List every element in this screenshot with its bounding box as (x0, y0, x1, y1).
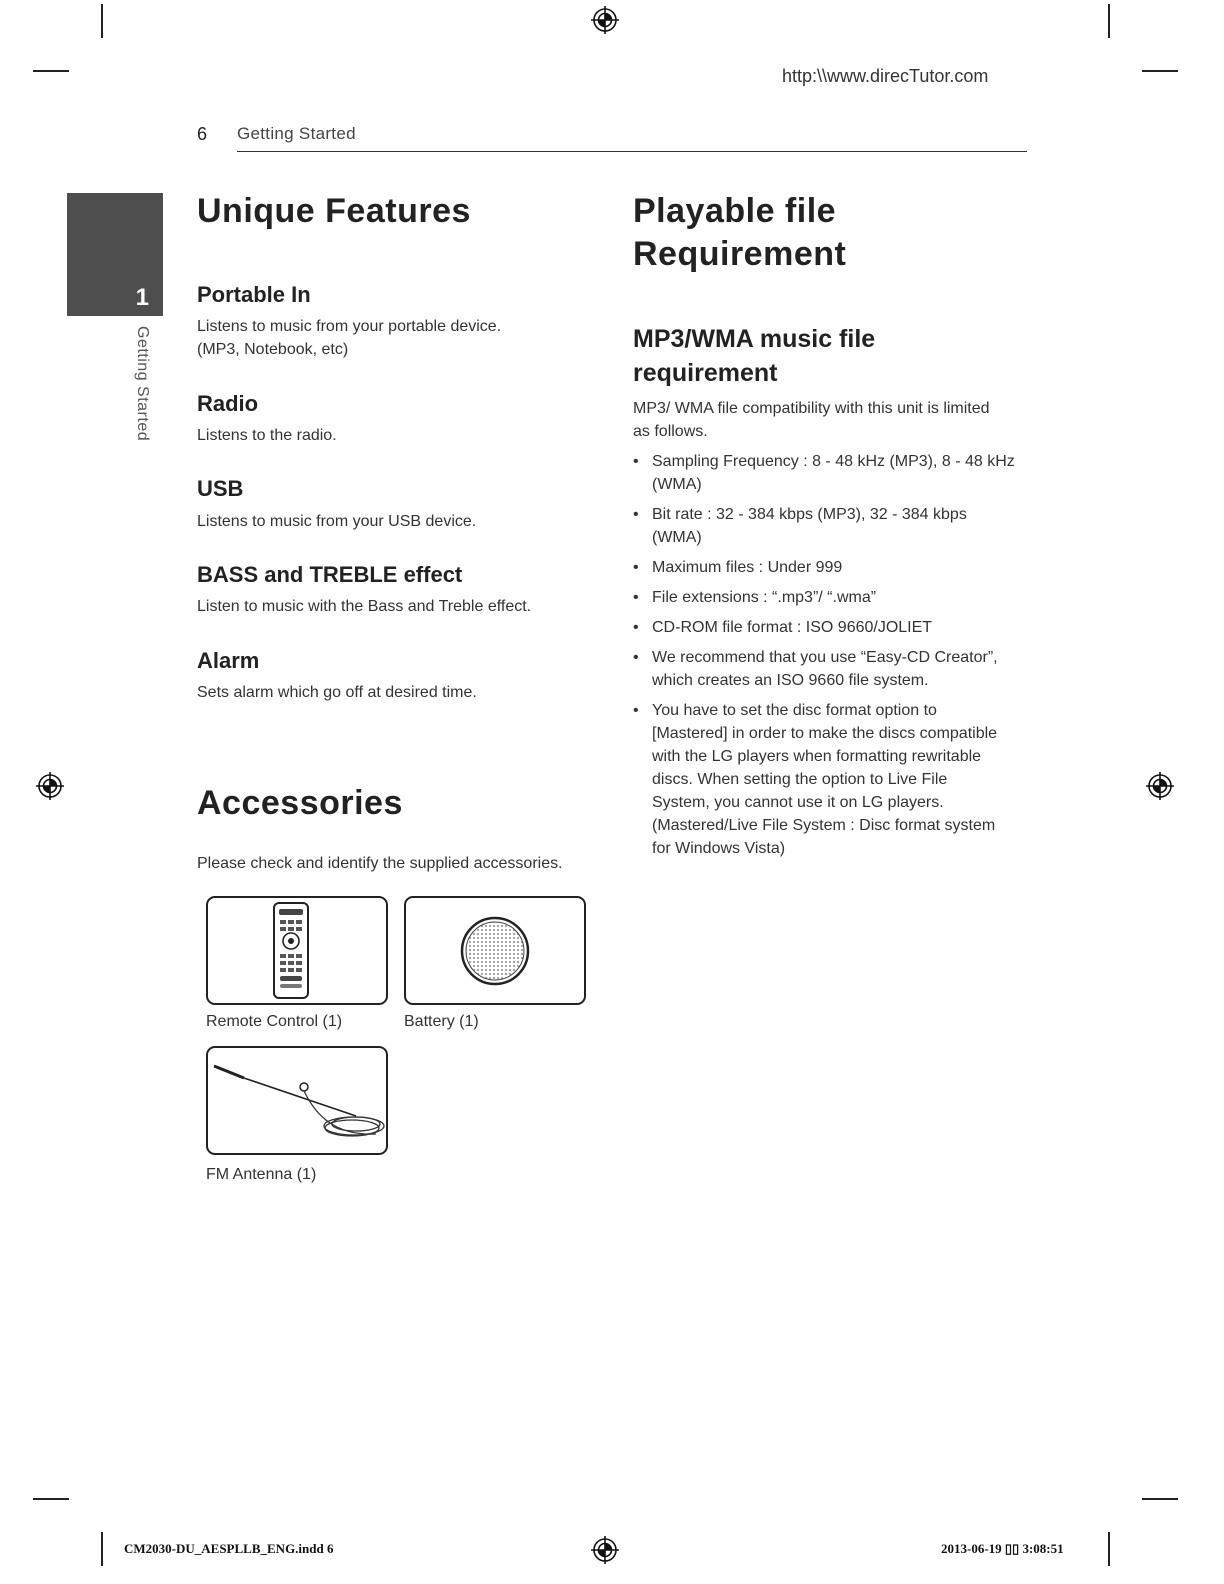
requirement-line: System, you cannot use it on LG players. (652, 794, 944, 811)
accessory-antenna-label: FM Antenna (1) (206, 1166, 317, 1183)
accessory-remote-image (206, 896, 388, 1005)
requirement-line: (WMA) (652, 476, 702, 493)
accessories-intro: Please check and identify the supplied accessories. (197, 855, 563, 872)
accessory-battery-label: Battery (1) (404, 1013, 479, 1030)
accessory-battery-image (404, 896, 586, 1005)
requirement-line: • CD-ROM file format : ISO 9660/JOLIET (652, 619, 933, 636)
requirement-item-sampling-frequency (633, 450, 1033, 496)
feature-text-line: Listens to music from your portable device. (197, 318, 502, 335)
requirement-line: with the LG players when formatting rewritable (652, 748, 982, 765)
requirement-line: for Windows Vista) (652, 840, 786, 857)
crop-mark (33, 1498, 69, 1500)
requirement-line: [Mastered] in order to make the discs compatible (652, 725, 998, 742)
requirement-item-cdrom-format (633, 616, 1033, 639)
compatibility-intro-line: MP3/ WMA file compatibility with this unit is limited (633, 400, 990, 417)
requirement-line: • Sampling Frequency : 8 - 48 kHz (MP3), 8 - 48 kHz (652, 453, 1015, 470)
feature-text-portable-in (197, 315, 501, 361)
feature-title-portable-in: Portable In (197, 282, 311, 307)
registration-mark-icon (1146, 772, 1174, 800)
crop-mark (1108, 1532, 1110, 1566)
unique-features-heading: Unique Features (197, 192, 471, 230)
mp3-wma-subheading (633, 322, 875, 390)
accessories-heading: Accessories (197, 784, 403, 822)
feature-title-bass-treble: BASS and TREBLE effect (197, 562, 463, 587)
crop-mark (101, 4, 103, 38)
compatibility-intro (633, 397, 990, 443)
crop-mark (1142, 1498, 1178, 1500)
crop-mark (33, 70, 69, 72)
header-rule (237, 151, 1027, 152)
source-url[interactable]: http:\\www.direcTutor.com (782, 66, 989, 86)
feature-title-radio: Radio (197, 391, 259, 416)
chapter-side-label-text: Getting Started (134, 326, 151, 442)
accessory-remote-label: Remote Control (1) (206, 1013, 343, 1030)
requirement-item-max-files (633, 556, 1033, 579)
feature-text-line: Listen to music with the Bass and Treble effect. (197, 598, 532, 615)
requirement-line: • File extensions : “.mp3”/ “.wma” (652, 589, 877, 606)
accessory-antenna-image (206, 1046, 388, 1155)
feature-text-line: Sets alarm which go off at desired time. (197, 684, 477, 701)
feature-text-radio (197, 424, 337, 447)
feature-text-usb (197, 510, 476, 533)
feature-title-alarm: Alarm (197, 648, 260, 673)
registration-mark-icon (591, 6, 619, 34)
requirement-line: (Mastered/Live File System : Disc format system (652, 817, 996, 834)
requirement-line: discs. When setting the option to Live File (652, 771, 948, 788)
requirement-line: • You have to set the disc format option to (652, 702, 937, 719)
remote-control-icon (206, 896, 388, 1005)
compatibility-intro-line: as follows. (633, 423, 708, 440)
requirement-line: • Bit rate : 32 - 384 kbps (MP3), 32 - 384 kbps (652, 506, 967, 523)
chapter-side-label (129, 326, 151, 466)
requirement-item-file-extensions (633, 586, 1033, 609)
page-number: 6 (197, 124, 208, 144)
requirement-line: (WMA) (652, 529, 702, 546)
battery-icon (404, 896, 586, 1005)
running-header-title: Getting Started (237, 124, 356, 143)
feature-text-alarm (197, 681, 477, 704)
playable-file-heading (633, 190, 846, 276)
requirement-line: which creates an ISO 9660 file system. (652, 672, 929, 689)
chapter-number: 1 (135, 284, 149, 311)
registration-mark-icon (36, 772, 64, 800)
crop-mark (101, 1532, 103, 1566)
footer-filename: CM2030-DU_AESPLLB_ENG.indd 6 (124, 1541, 334, 1556)
registration-mark-icon (591, 1536, 619, 1564)
chapter-tab (67, 193, 163, 316)
requirement-list (633, 450, 1033, 867)
requirement-line: • We recommend that you use “Easy-CD Creator”, (652, 649, 998, 666)
fm-antenna-icon (206, 1046, 388, 1155)
mp3-wma-subheading-line: requirement (633, 359, 778, 387)
crop-mark (1142, 70, 1178, 72)
footer-timestamp: 2013-06-19 ▯▯ 3:08:51 (941, 1541, 1064, 1556)
playable-file-heading-line: Requirement (633, 235, 847, 273)
requirement-line: • Maximum files : Under 999 (652, 559, 843, 576)
mp3-wma-subheading-line: MP3/WMA music file (633, 325, 876, 353)
feature-title-usb: USB (197, 476, 244, 501)
playable-file-heading-line: Playable file (633, 192, 837, 230)
feature-text-line: Listens to music from your USB device. (197, 513, 477, 530)
crop-mark (1108, 4, 1110, 38)
feature-text-bass-treble (197, 595, 531, 618)
requirement-item-bit-rate (633, 503, 1033, 549)
feature-text-line: Listens to the radio. (197, 427, 337, 444)
requirement-item-disc-format-option (633, 699, 1033, 860)
requirement-item-easy-cd-creator (633, 646, 1033, 692)
feature-text-line: (MP3, Notebook, etc) (197, 341, 349, 358)
